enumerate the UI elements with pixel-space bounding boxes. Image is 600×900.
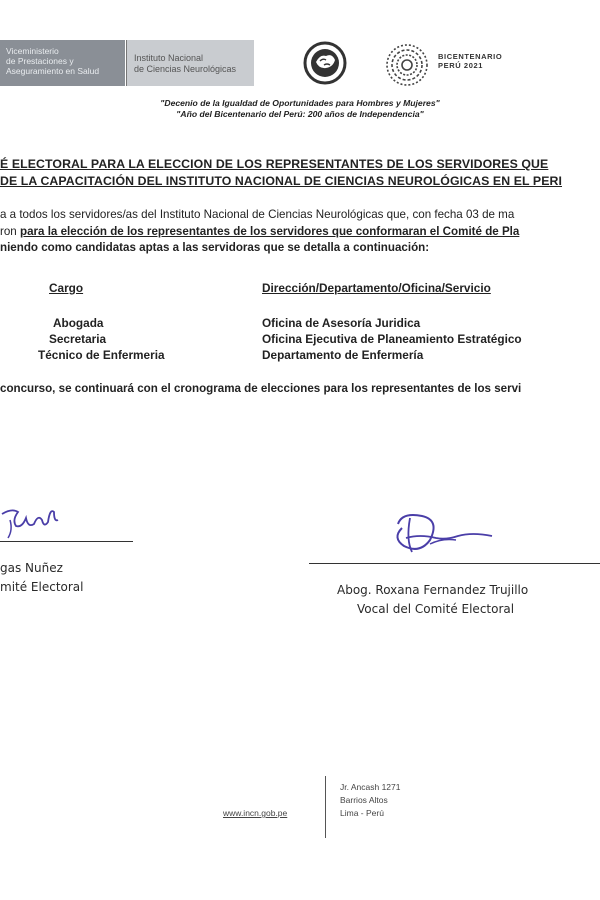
- right-signature-line: [309, 563, 600, 564]
- right-signer-name: Abog. Roxana Fernandez Trujillo: [337, 583, 529, 597]
- intro-line-2: [0, 225, 519, 238]
- bicentenario-icon: [384, 42, 430, 88]
- incn-brain-icon: [302, 40, 348, 86]
- document-title-line-1: É ELECTORAL PARA LA ELECCION DE LOS REPRESENTANTES DE LOS SERVIDORES QUE: [0, 157, 549, 171]
- motto-decenio: "Decenio de la Igualdad de Oportunidades para Hombres y Mujeres": [160, 98, 440, 108]
- footer-divider: [325, 776, 326, 838]
- minsa-line-2: de Prestaciones y: [6, 56, 74, 66]
- footer-address-line-1: Jr. Ancash 1271: [340, 782, 401, 792]
- closing-paragraph: concurso, se continuará con el cronograma de elecciones para los representantes de los servi: [0, 382, 522, 395]
- right-signer-role: Vocal del Comité Electoral: [357, 602, 515, 616]
- minsa-logo-block: [0, 40, 125, 86]
- incn-logo-block: [126, 40, 254, 86]
- intro-line-3: niendo como candidatas aptas a las servidoras que se detalla a continuación:: [0, 241, 430, 254]
- footer-address-line-2: Barrios Altos: [340, 795, 388, 805]
- table-cell-direccion-1: Oficina de Asesoría Juridica: [262, 316, 421, 330]
- intro-line-2-emphasis: para la elección de los representantes de los servidores que conformaran el Comité de Pla: [19, 225, 520, 238]
- minsa-line-3: Aseguramiento en Salud: [6, 66, 100, 76]
- table-cell-direccion-3: Departamento de Enfermería: [262, 348, 424, 362]
- minsa-line-1: Viceministerio: [6, 46, 59, 56]
- incn-line-2: de Ciencias Neurológicas: [134, 64, 237, 74]
- table-header-direccion: Dirección/Departamento/Oficina/Servicio: [262, 281, 491, 295]
- right-signature-scribble: [392, 508, 502, 558]
- table-header-cargo: Cargo: [49, 281, 84, 295]
- incn-line-1: Instituto Nacional: [134, 53, 204, 63]
- document-title-line-2: DE LA CAPACITACIÓN DEL INSTITUTO NACIONAL DE CIENCIAS NEUROLÓGICAS EN EL PERI: [0, 174, 563, 188]
- left-signature-scribble: [0, 500, 70, 545]
- footer-website-link[interactable]: www.incn.gob.pe: [223, 808, 288, 818]
- intro-line-1: a a todos los servidores/as del Instituto Nacional de Ciencias Neurológicas que, con fecha 03 de ma: [0, 208, 515, 221]
- footer-address: [340, 781, 401, 820]
- table-cell-direccion-2: Oficina Ejecutiva de Planeamiento Estratégico: [262, 332, 522, 346]
- table-cell-cargo-3: Técnico de Enfermeria: [38, 348, 165, 362]
- left-signer-name: gas Nuñez: [0, 561, 63, 575]
- bicentenario-line-2: PERÚ 2021: [438, 61, 484, 70]
- left-signature-line: [0, 541, 133, 542]
- left-signer-role: mité Electoral: [0, 580, 84, 594]
- motto-bicentenario: "Año del Bicentenario del Perú: 200 años de Independencia": [176, 109, 424, 119]
- bicentenario-line-1: BICENTENARIO: [438, 52, 503, 61]
- footer-address-line-3: Lima - Perú: [340, 808, 384, 818]
- table-cell-cargo-1: Abogada: [53, 316, 104, 330]
- table-cell-cargo-2: Secretaria: [49, 332, 107, 346]
- bicentenario-label: [438, 52, 502, 70]
- intro-line-2-plain: ron: [0, 225, 20, 238]
